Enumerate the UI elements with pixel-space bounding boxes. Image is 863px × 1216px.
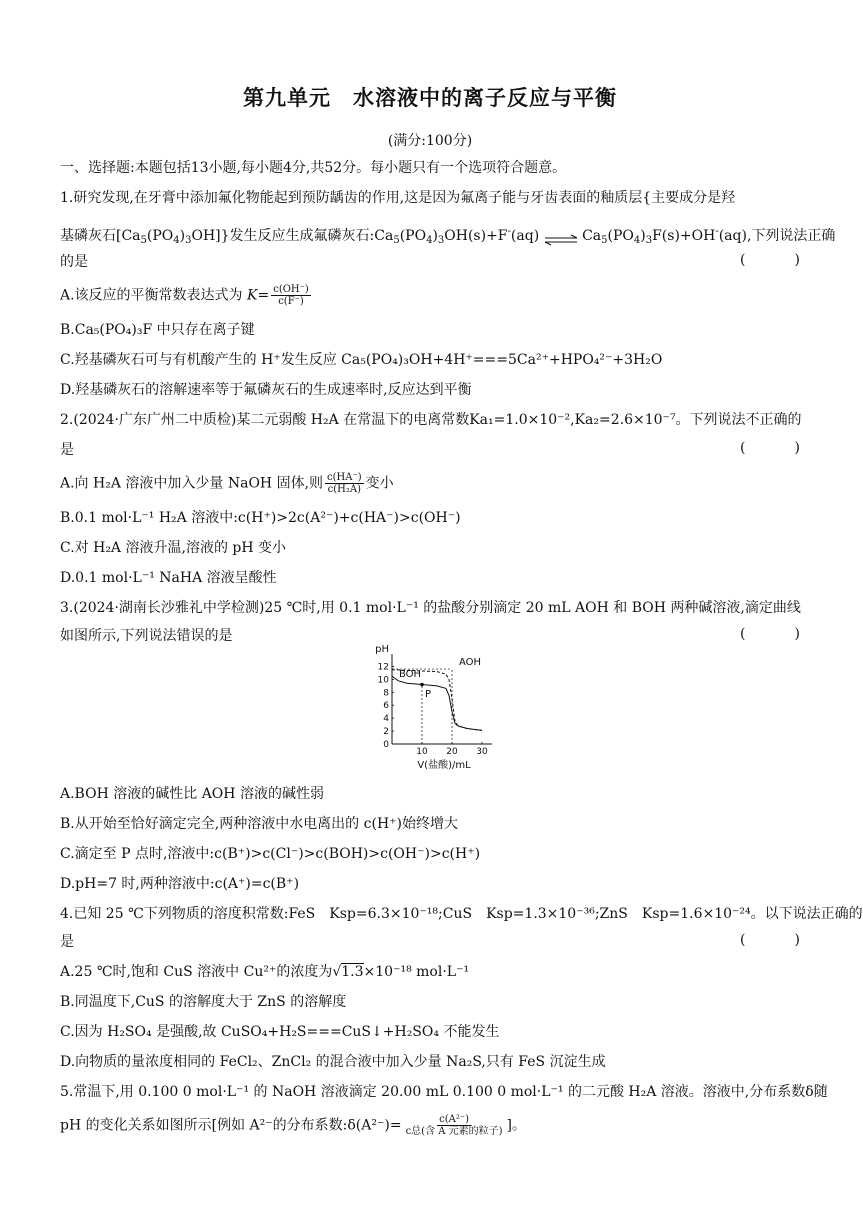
q3-option-b: B.从开始至恰好滴定完全,两种溶液中水电离出的 c(H⁺)始终增大	[60, 816, 459, 832]
q2-option-d: D.0.1 mol·L⁻¹ NaHA 溶液呈酸性	[60, 570, 277, 586]
q3-stem-line2: 如图所示,下列说法错误的是	[60, 628, 233, 644]
series-line-boh	[392, 676, 482, 730]
q3-stem-line1: 3.(2024·湖南长沙雅礼中学检测)25 ℃时,用 0.1 mol·L⁻¹ 的盐酸分别滴定 20 mL AOH 和 BOH 两种碱溶液,滴定曲线	[60, 600, 801, 616]
titration-curve-chart	[366, 644, 496, 776]
section-heading: 一、选择题:本题包括13小题,每小题4分,共52分。每小题只有一个选项符合题意。	[60, 160, 567, 176]
q1-option-d: D.羟基磷灰石的溶解速率等于氟磷灰石的生成速率时,反应达到平衡	[60, 382, 472, 398]
q4-stem-line2: 是	[60, 934, 74, 950]
y-tick-label: 12	[377, 662, 389, 673]
score-note: (满分:100分)	[387, 133, 473, 149]
q4-stem-line1: 4.已知 25 ℃下列物质的溶度积常数:FeS Ksp=6.3×10⁻¹⁸;CuS Ksp=1.3×10⁻³⁶;ZnS Ksp=1.6×10⁻²⁴。以下说法正确的	[60, 906, 863, 922]
q3-option-c: C.滴定至 P 点时,溶液中:c(B⁺)>c(Cl⁻)>c(BOH)>c(OH⁻)>c(H⁺)	[60, 846, 481, 862]
point-p-marker	[420, 683, 424, 687]
q1-stem-line1: 1.研究发现,在牙膏中添加氟化物能起到预防龋齿的作用,这是因为氟离子能与牙齿表面的釉质层{主要成分是羟	[60, 190, 736, 206]
y-tick-label: 0	[383, 740, 389, 750]
equilibrium-arrow-icon	[544, 231, 578, 241]
q2-stem-line1: 2.(2024·广东广州二中质检)某二元弱酸 H₂A 在常温下的电离常数Ka₁=1.0×10⁻²,Ka₂=2.6×10⁻⁷。下列说法不正确的	[60, 412, 802, 428]
q4-option-a: A.25 ℃时,饱和 CuS 溶液中 Cu²⁺的浓度为√1.3×10⁻¹⁸ mol·L⁻¹	[60, 964, 470, 980]
y-axis-label: pH	[375, 644, 389, 655]
series-label-aoh: AOH	[458, 657, 482, 669]
q1-option-c: C.羟基磷灰石可与有机酸产生的 H⁺发生反应 Ca₅(PO₄)₃OH+4H⁺===5Ca²⁺+HPO₄²⁻+3H₂O	[60, 352, 663, 368]
x-tick-label: 20	[446, 747, 458, 757]
q4-option-b: B.同温度下,CuS 的溶解度大于 ZnS 的溶解度	[60, 994, 347, 1010]
q1-option-b: B.Ca₅(PO₄)₃F 中只存在离子键	[60, 322, 255, 338]
series-label-boh: BOH	[398, 668, 422, 680]
q1-stem-line3: 的是	[60, 254, 88, 270]
q4-option-d: D.向物质的量浓度相同的 FeCl₂、ZnCl₂ 的混合液中加入少量 Na₂S,只有 FeS 沉淀生成	[60, 1054, 606, 1070]
q1-option-a: A.该反应的平衡常数表达式为 K= $\frac{c(OH^-)}{c(F^-)}$	[60, 284, 309, 307]
x-tick-label: 30	[476, 747, 488, 757]
q1-answer-bracket: ( )	[740, 252, 800, 268]
y-tick-label: 2	[383, 727, 389, 738]
q5-stem-line1: 5.常温下,用 0.100 0 mol·L⁻¹ 的 NaOH 溶液滴定 20.00 mL 0.100 0 mol·L⁻¹ 的二元酸 H₂A 溶液。溶液中,分布系数δ随	[60, 1084, 828, 1100]
y-tick-label: 6	[383, 701, 389, 712]
page-title: 第九单元 水溶液中的离子反应与平衡	[243, 86, 617, 110]
q2-stem-line2: 是	[60, 442, 74, 458]
q2-option-c: C.对 H₂A 溶液升温,溶液的 pH 变小	[60, 540, 287, 556]
y-tick-label: 10	[377, 675, 389, 686]
sqrt-symbol-icon: √	[332, 964, 342, 980]
q4-answer-bracket: ( )	[740, 932, 800, 948]
q2-option-b: B.0.1 mol·L⁻¹ H₂A 溶液中:c(H⁺)>2c(A²⁻)+c(HA⁻)>c(OH⁻)	[60, 510, 461, 526]
q1-stem-line2: 基磷灰石$[Ca_5(PO_4)_3OH]$}发生反应生成氟磷灰石$:Ca_5(PO_4)_3OH(s)+F^-(aq)$ $Ca_5(PO_4)_3F(s)+OH^-(aq)$,下列说法正确	[60, 226, 836, 246]
y-tick-label: 4	[383, 714, 389, 725]
x-tick-label: 10	[416, 747, 428, 757]
q2-option-a: A.向 H₂A 溶液中加入少量 NaOH 固体,则 $\frac{c(HA^-)}{\text{c(H₂A)}}$ 变小	[60, 472, 394, 495]
y-tick-label: 8	[383, 688, 389, 699]
q2-answer-bracket: ( )	[740, 440, 800, 456]
point-p-label: P	[424, 688, 432, 700]
x-axis-label: V(盐酸)/mL	[417, 760, 471, 771]
q3-answer-bracket: ( )	[740, 626, 800, 642]
q5-stem-line2: pH 的变化关系如图所示[例如 A²⁻的分布系数:δ(A²⁻)= $\frac{\text{c(A²⁻)}}{\text{c总(含 A 元素的粒子)}}$ ]。	[60, 1114, 527, 1137]
q4-option-c: C.因为 H₂SO₄ 是强酸,故 CuSO₄+H₂S===CuS↓+H₂SO₄ 不能发生	[60, 1024, 500, 1040]
q3-option-a: A.BOH 溶液的碱性比 AOH 溶液的碱性弱	[60, 786, 324, 802]
q3-option-d: D.pH=7 时,两种溶液中:c(A⁺)=c(B⁺)	[60, 876, 300, 892]
